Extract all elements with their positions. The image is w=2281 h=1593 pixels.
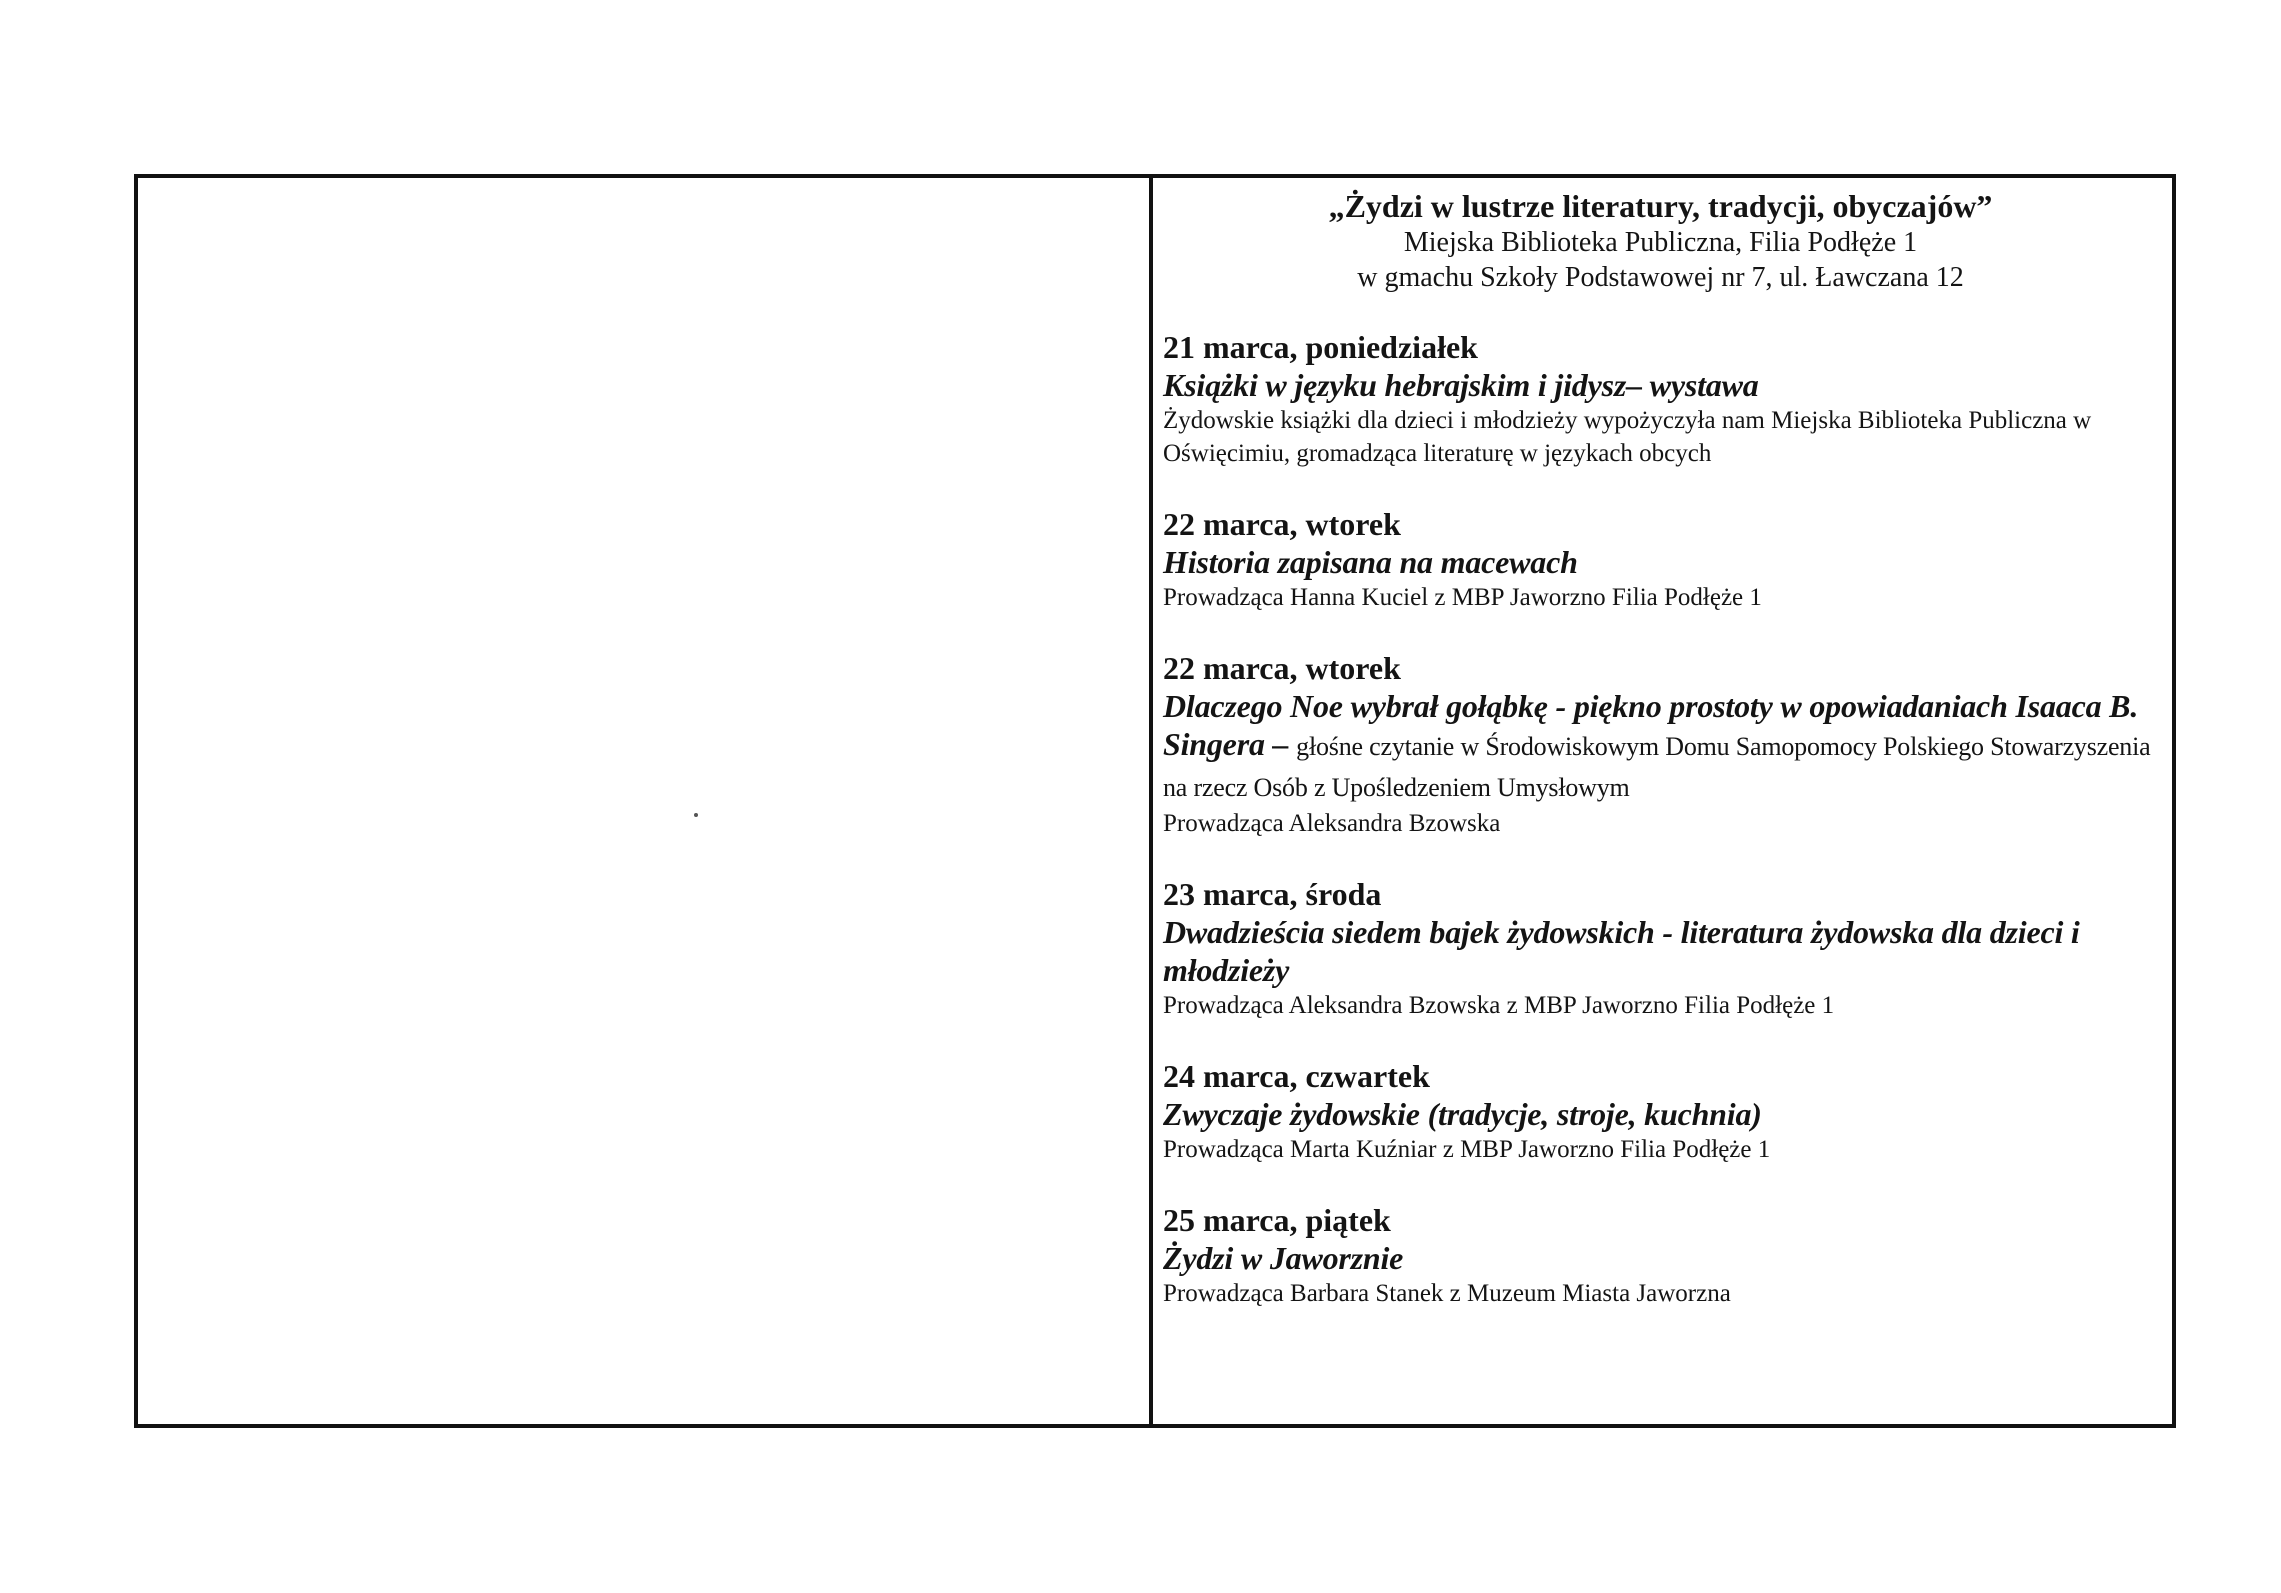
event-title-text: Dlaczego Noe wybrał gołąbkę - piękno prostoty w opowiadaniach Isaaca B. Singera – (1163, 688, 2139, 762)
address-line: w gmachu Szkoły Podstawowej nr 7, ul. Ławczana 12 (1357, 262, 1964, 293)
event-title-note: głośne czytanie w Środowiskowym Domu Samopomocy Polskiego Stowarzyszenia na rzecz Osób z Upośledzeniem Umysłowym (1163, 732, 2151, 802)
scan-speck (694, 813, 698, 817)
event-date: 24 marca, czwartek (1163, 1058, 1430, 1094)
blank-left-panel (138, 178, 1153, 1424)
event-date: 22 marca, wtorek (1163, 650, 1401, 686)
event-title: Żydzi w Jaworznie (1163, 1240, 1404, 1276)
event-entry (1163, 329, 2158, 470)
event-entry (1163, 650, 2158, 840)
event-entry (1163, 506, 2158, 614)
event-title-with-note (1163, 687, 2158, 807)
venue-line: Miejska Biblioteka Publiczna, Filia Podłęże 1 (1403, 227, 1918, 258)
event-date: 22 marca, wtorek (1163, 506, 1401, 542)
program-frame (134, 174, 2176, 1428)
event-host: Prowadząca Barbara Stanek z Muzeum Miasta Jaworzna (1163, 1280, 1731, 1307)
program-title: „Żydzi w lustrze literatury, tradycji, obyczajów” (1328, 188, 1993, 224)
event-date: 25 marca, piątek (1163, 1202, 1391, 1238)
event-date: 23 marca, środa (1163, 876, 1382, 912)
event-title: Książki w języku hebrajskim i jidysz– wystawa (1163, 367, 1759, 403)
event-host: Prowadząca Aleksandra Bzowska z MBP Jaworzno Filia Podłęże 1 (1163, 992, 1835, 1019)
event-title: Dwadzieścia siedem bajek żydowskich - literatura żydowska dla dzieci i młodzieży (1163, 914, 2080, 988)
event-host: Prowadząca Aleksandra Bzowska (1163, 810, 1501, 837)
event-entry (1163, 1202, 2158, 1310)
event-title: Zwyczaje żydowskie (tradycje, stroje, kuchnia) (1163, 1096, 1762, 1132)
event-entry (1163, 876, 2158, 1022)
program-header (1163, 188, 2158, 295)
event-host: Prowadząca Hanna Kuciel z MBP Jaworzno Filia Podłęże 1 (1163, 584, 1762, 611)
event-description: Żydowskie książki dla dzieci i młodzieży wypożyczyła nam Miejska Biblioteka Publiczna w Oświęcimiu, gromadząca literaturę w językach obcych (1163, 407, 2092, 467)
event-host: Prowadząca Marta Kuźniar z MBP Jaworzno Filia Podłęże 1 (1163, 1136, 1771, 1163)
program-panel (1153, 178, 2172, 1424)
event-entry (1163, 1058, 2158, 1166)
event-date: 21 marca, poniedziałek (1163, 329, 1478, 365)
event-title: Historia zapisana na macewach (1163, 544, 1578, 580)
